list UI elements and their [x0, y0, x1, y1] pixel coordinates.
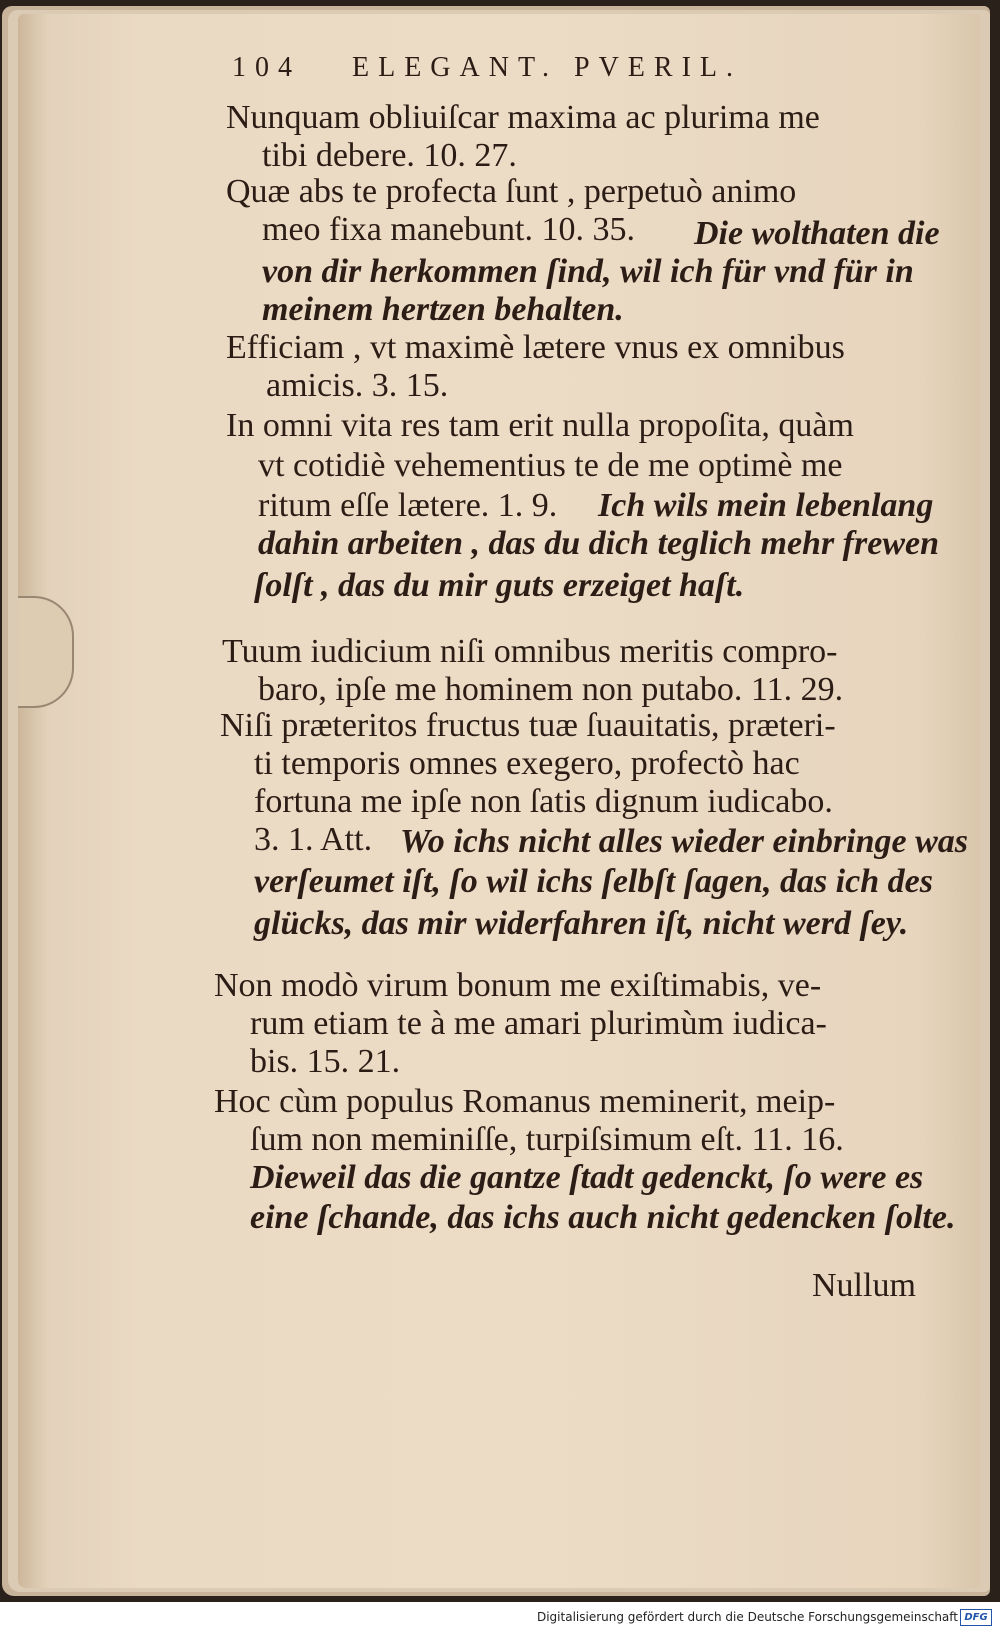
text-line: bis. 15. 21. — [250, 1043, 401, 1080]
footer-credit: Digitalisierung gefördert durch die Deutsche Forschungsgemeinschaft — [536, 1610, 958, 1624]
german-translation-line: eine ſchande, das ichs auch nicht gedencken ſolte. — [250, 1199, 956, 1236]
text-line: 3. 1. Att. — [254, 821, 373, 858]
text-line: tibi debere. 10. 27. — [262, 137, 517, 174]
german-translation-line: ſolſt , das du mir guts erzeiget haſt. — [254, 567, 745, 604]
text-line: In omni vita res tam erit nulla propoſita, quàm — [226, 407, 854, 444]
text-line: amicis. 3. 15. — [266, 367, 449, 404]
text-line: meo fixa manebunt. 10. 35. — [262, 211, 635, 248]
german-translation-line: Die wolthaten die — [694, 215, 940, 252]
digitization-footer — [0, 1602, 1000, 1632]
catchword: Nullum — [812, 1267, 916, 1304]
text-line: Tuum iudicium niſi omnibus meritis compro- — [222, 633, 838, 670]
text-line: Quæ abs te profecta ſunt , perpetuò animo — [226, 173, 797, 210]
text-line: rum etiam te à me amari plurimùm iudica- — [250, 1005, 827, 1042]
text-line: fortuna me ipſe non ſatis dignum iudicabo. — [254, 783, 833, 820]
text-line: Non modò virum bonum me exiſtimabis, ve- — [214, 967, 822, 1004]
german-translation-line: Dieweil das die gantze ſtadt gedenckt, ſo were es — [250, 1159, 924, 1196]
german-translation-line: verſeumet iſt, ſo wil ichs ſelbſt ſagen, das ich des — [254, 863, 933, 900]
text-line: Hoc cùm populus Romanus meminerit, meip- — [214, 1083, 836, 1120]
german-translation-line: von dir herkommen ſind, wil ich für vnd für in — [262, 253, 914, 290]
page-tab-marker — [18, 596, 74, 708]
german-translation-line: dahin arbeiten , das du dich teglich mehr frewen — [258, 525, 939, 562]
text-line: Niſi præteritos fructus tuæ ſuauitatis, præteri- — [220, 707, 836, 744]
text-line: ritum eſſe lætere. 1. 9. — [258, 487, 558, 524]
german-translation-line: meinem hertzen behalten. — [262, 291, 624, 328]
running-title: ELEGANT. PVERIL. — [352, 52, 742, 83]
german-translation-line: Ich wils mein lebenlang — [598, 487, 934, 524]
german-translation-line: glücks, das mir widerfahren iſt, nicht werd ſey. — [254, 905, 909, 942]
text-line: Efficiam , vt maximè lætere vnus ex omnibus — [226, 329, 845, 366]
text-line: Nunquam obliuiſcar maxima ac plurima me — [226, 99, 820, 136]
page-number: 104 — [232, 52, 301, 83]
text-line: baro, ipſe me hominem non putabo. 11. 29. — [258, 671, 844, 708]
dfg-logo-icon: DFG — [960, 1609, 992, 1626]
text-line: vt cotidiè vehementius te de me optimè me — [258, 447, 843, 484]
text-line: ſum non meminiſſe, turpiſsimum eſt. 11. 16. — [250, 1121, 844, 1158]
text-line: ti temporis omnes exegero, profectò hac — [254, 745, 800, 782]
german-translation-line: Wo ichs nicht alles wieder einbringe was — [400, 823, 968, 860]
